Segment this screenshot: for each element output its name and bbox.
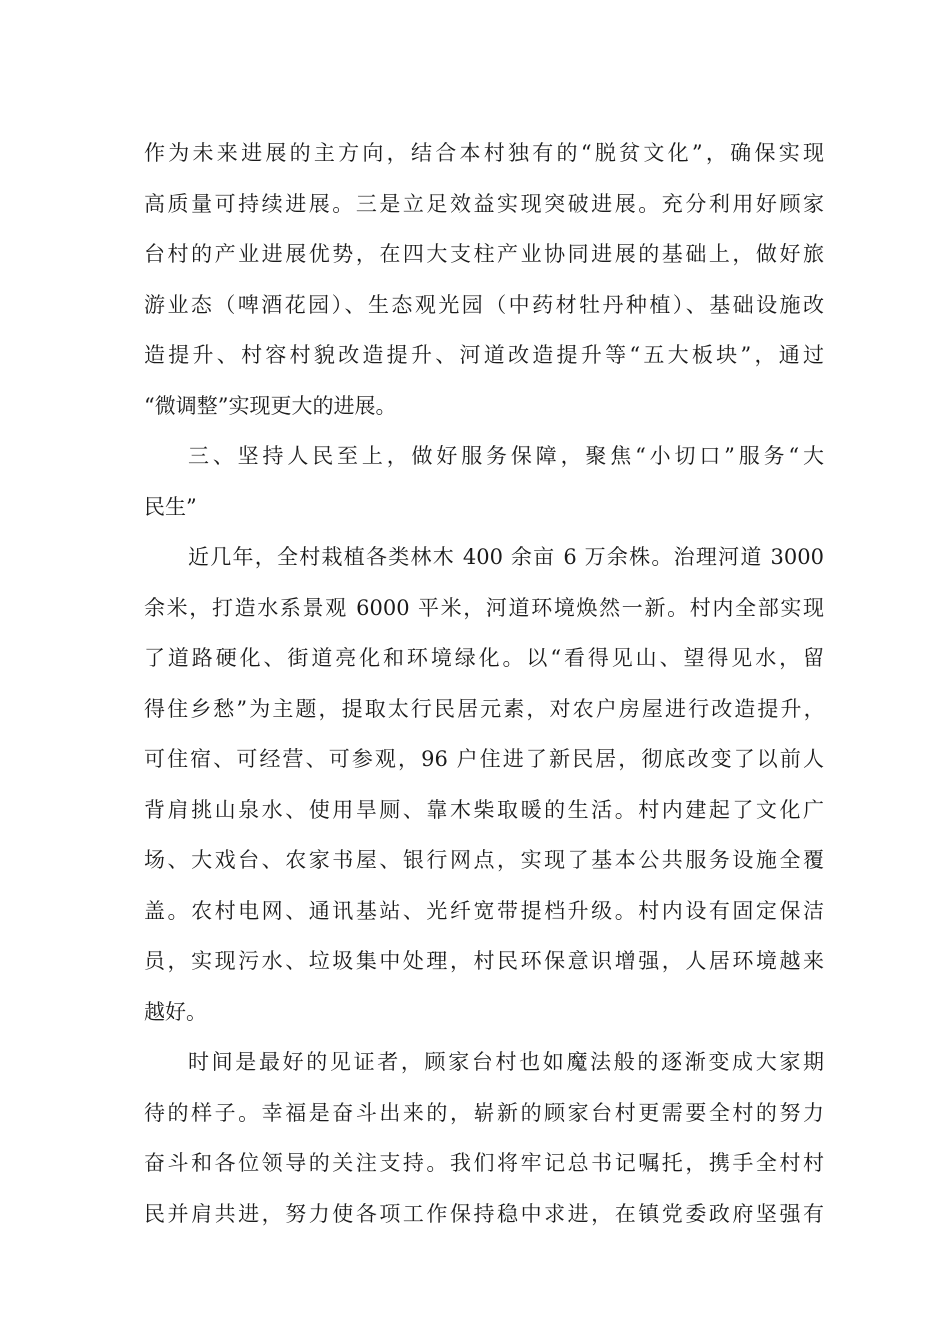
- text-line: 了道路硬化、街道亮化和环境绿化。以“看得见山、望得见水，留: [144, 646, 824, 670]
- text-line: 高质量可持续进展。三是立足效益实现突破进展。充分利用好顾家: [144, 191, 824, 216]
- text-line: 盖。农村电网、通讯基站、光纤宽带提档升级。村内设有固定保洁: [144, 898, 824, 923]
- text-line: 余米，打造水系景观 6000 平米，河道环境焕然一新。村内全部实现: [144, 595, 824, 620]
- text-line: 得住乡愁”为主题，提取太行民居元素，对农户房屋进行改造提升，: [144, 696, 824, 721]
- text-line: 作为未来进展的主方向，结合本村独有的“脱贫文化”，确保实现: [144, 141, 824, 165]
- text-line: 待的样子。幸福是奋斗出来的，崭新的顾家台村更需要全村的努力: [144, 1100, 824, 1125]
- text-line: 背肩挑山泉水、使用旱厕、靠木柴取暖的生活。村内建起了文化广: [144, 797, 824, 822]
- text-line: 场、大戏台、农家书屋、银行网点，实现了基本公共服务设施全覆: [144, 848, 824, 872]
- text-line: “微调整”实现更大的进展。: [144, 393, 397, 418]
- text-line: 近几年，全村栽植各类林木 400 余亩 6 万余株。治理河道 3000: [188, 545, 824, 569]
- text-line: 越好。: [144, 999, 207, 1024]
- text-line: 可住宿、可经营、可参观，96 户住进了新民居，彻底改变了以前人: [144, 747, 824, 771]
- text-line: 时间是最好的见证者，顾家台村也如魔法般的逐渐变成大家期: [188, 1050, 824, 1074]
- text-line: 台村的产业进展优势，在四大支柱产业协同进展的基础上，做好旅: [144, 242, 824, 266]
- text-line: 造提升、村容村貌改造提升、河道改造提升等“五大板块”，通过: [144, 343, 824, 367]
- text-line: 游业态（啤酒花园）、生态观光园（中药材牡丹种植）、基础设施改: [144, 292, 824, 317]
- text-line: 民并肩共进，努力使各项工作保持稳中求进，在镇党委政府坚强有: [144, 1201, 824, 1226]
- section-heading-line: 民生”: [144, 494, 197, 519]
- section-heading-line: 三、坚持人民至上，做好服务保障，聚焦“小切口”服务“大: [188, 444, 824, 468]
- text-line: 员，实现污水、垃圾集中处理，村民环保意识增强，人居环境越来: [144, 949, 824, 973]
- text-line: 奋斗和各位领导的关注支持。我们将牢记总书记嘱托，携手全村村: [144, 1151, 824, 1175]
- document-body: [144, 128, 824, 1239]
